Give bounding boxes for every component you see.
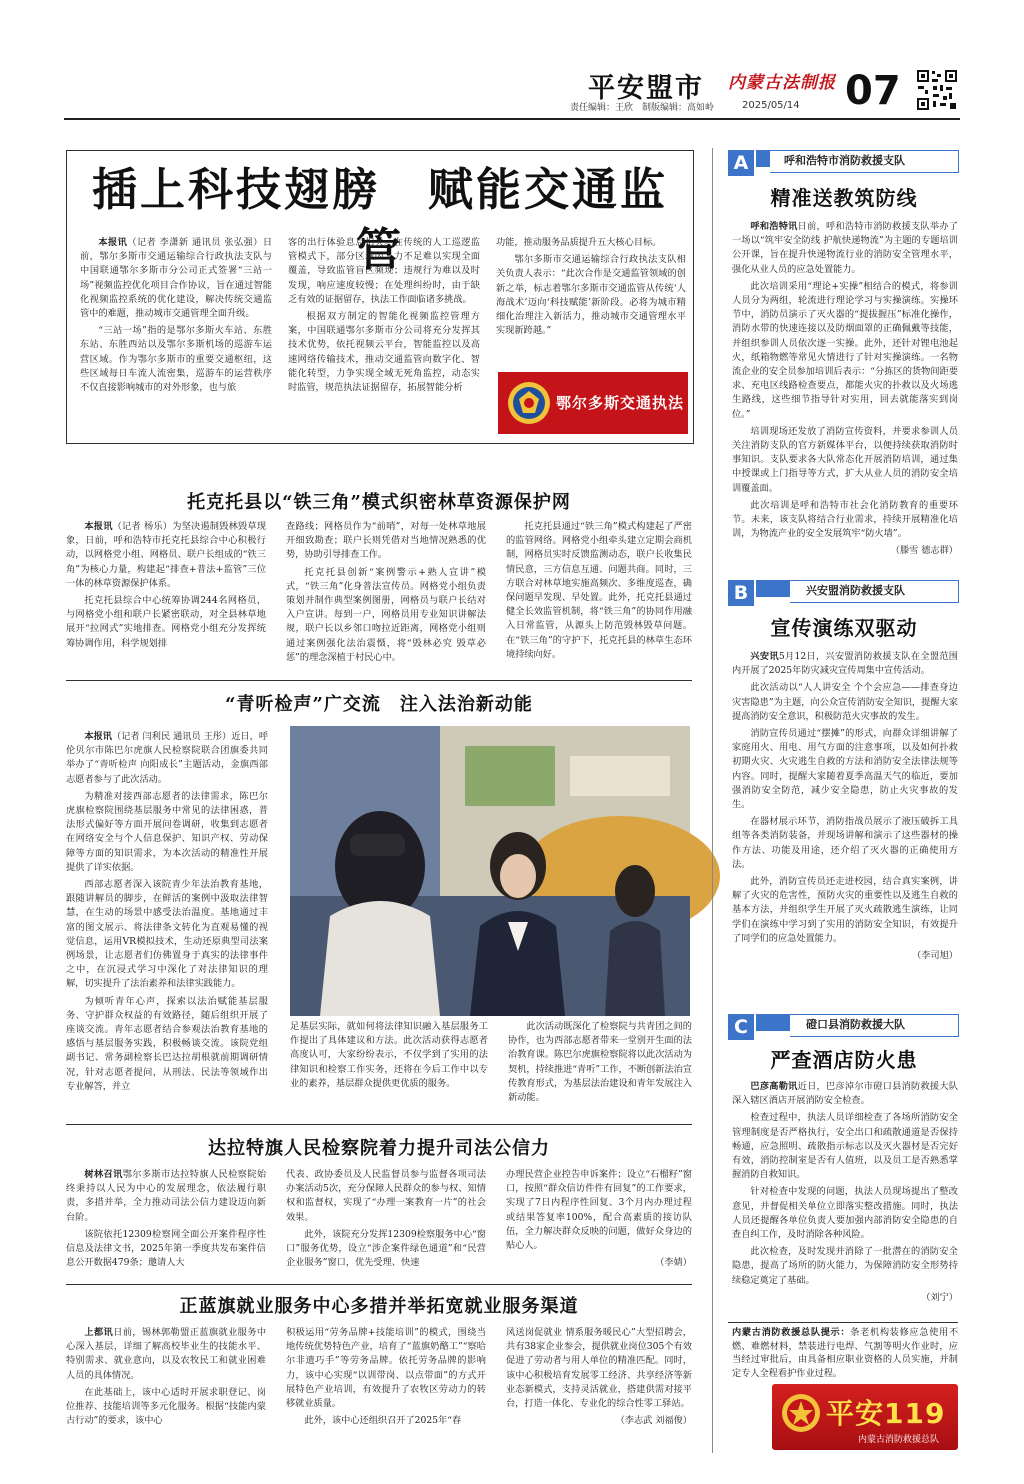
- article4-col-2: [286, 1168, 486, 1278]
- sidebar-byline: 呼和浩特讯: [750, 221, 798, 232]
- sidebar-author: （滕雪 德志群）: [890, 545, 958, 557]
- sidebar-paragraph: 针对检查中发现的问题，执法人员现场提出了整改意见，并督促相关单位立即落实整改措施。同时，执法人员还提醒各单位负责人要加强内部消防安全隐患的自查自纠工作，及时消除各种风险。: [732, 1186, 958, 1241]
- sidebar-item-body: [732, 1080, 958, 1320]
- article5-paragraph: 日前，锡林郭勒盟正蓝旗就业服务中心深入基层，详细了解高校毕业生的技能水平、特别需求、就业意向，以及农牧民工和就业困难人员的具体情况。: [66, 1327, 267, 1381]
- article2-col-3: [506, 520, 692, 670]
- paper-name: 内蒙古法制报: [728, 73, 836, 93]
- lead-col-3: [496, 236, 686, 356]
- sidebar-badge: A: [728, 150, 754, 176]
- editors-line: 责任编辑：王欣 制版编辑：高如岭: [570, 103, 715, 113]
- article4-paragraph: 该院依托12309检察网全面公开案件程序性信息及法律文书，2025年第一季度共发布案件信息公开数据479条；邀请人大: [66, 1228, 266, 1269]
- article2-paragraph: 查路线；网格员作为“前哨”，对每一处林草地展开细致勘查；联户长则凭借对当地情况熟悉的优势，协助引导排查工作。: [286, 521, 486, 561]
- lead-headline: 插上科技翅膀 赋能交通监管: [91, 163, 668, 276]
- sidebar-badge: C: [728, 1014, 754, 1040]
- article5-col-1: [66, 1326, 266, 1450]
- article5-headline: 正蓝旗就业服务中心多措并举拓宽就业服务渠道: [179, 1296, 579, 1317]
- sidebar-divider: [712, 148, 713, 1453]
- lead-byline: 本报讯: [98, 237, 128, 248]
- article3-paragraph: 西部志愿者深入该院青少年法治教育基地，跟随讲解员的脚步，在鲜活的案例中汲取法律智慧，在生动的场景中感受法治温度。基地通过丰富的图文展示、将法律条文转化为直观易懂的视觉信息，运用VR模拟技术，生动还原典型司法案例场景，让志愿者们仿佛置身于真实的法律事件之中，在沉浸式学习中深化了对法律知识的理解，切实提升了法治素养和法律实践能力。: [66, 879, 268, 990]
- sidebar-item-body: [732, 650, 958, 1010]
- sidebar-paragraph: 此次培训是呼和浩特市社会化消防教育的重要环节。未来，该支队将结合行业需求，持续开展精准化培训，为物流产业的安全发展筑牢“防火墙”。: [732, 499, 958, 540]
- sidebar-paragraph: 此次检查，及时发现并消除了一批潜在的消防安全隐患，提高了场所的防火能力，为保障消防安全形势持续稳定奠定了基础。: [732, 1246, 958, 1286]
- article5-author: （李志武 刘福俊）: [615, 1415, 692, 1427]
- article3-headline: “青听检声”广交流 注入法治新动能: [225, 694, 533, 715]
- traffic-enforcement-logo: [498, 372, 688, 434]
- sidebar-paragraph: 在器材展示环节，消防指战员展示了液压破拆工具组等各类消防装备，并现场讲解和演示了这些器材的操作方法、功能及用途，还介绍了灭火器的正确使用方法。: [732, 816, 958, 870]
- sidebar-byline: 兴安讯: [750, 651, 779, 662]
- article3-paragraph: 为精准对接西部志愿者的法律需求，陈巴尔虎旗检察院围绕基层服务中常见的法律困惑，普法形式偏好等方面开展问卷调研，收集到志愿者在网络安全与个人信息保护、知识产权、劳动保障等方面的知识需求，为本次活动的精准性开展提供了详实依据。: [66, 790, 268, 873]
- article3-col-3: [508, 1020, 692, 1120]
- sidebar-badge: B: [728, 580, 754, 606]
- lead-paragraph: 客的出行体验息息相关。在传统的人工巡逻监管模式下，部分区域因人力不足难以实现全面覆盖，导致监管盲区频现；违规行为难以及时发现，响应速度较慢；在处理纠纷时，由于缺乏有效的证据留存，执法工作面临诸多挑战。: [288, 237, 480, 305]
- sidebar-paragraph: 5月12日，兴安盟消防救援支队在全盟范围内开展了2025年防灾减灾宣传周集中宣传活动。: [732, 651, 958, 677]
- page-number: 07: [845, 68, 901, 114]
- article2-byline-note: （记者 杨乐）: [112, 521, 173, 532]
- traffic-enforcement-logo-text: 鄂尔多斯交通执法: [556, 394, 685, 412]
- sidebar-author: （刘宁）: [921, 1291, 958, 1303]
- article4-paragraph: 代表、政协委员及人民监督员参与监督各项司法办案活动5次，充分保障人民群众的参与权、知情权和监督权，实现了“办理一案教育一片”的社会效果。: [286, 1169, 486, 1223]
- article5-byline: 上都讯: [84, 1327, 114, 1338]
- sidebar-item-title: 精准送教筑防线: [770, 186, 918, 210]
- sidebar-paragraph: 培训现场还发放了消防宣传资料，并要求参训人员关注消防支队的官方新媒体平台，以便持续获取消防时事知识。支队要求各大队常态化开展消防培训，通过集中授课或上门指导等方式，扩大从业人员的消防安全培训覆盖面。: [732, 425, 958, 494]
- section-title: 平安盟市: [588, 73, 704, 104]
- qr-code-icon: [915, 68, 959, 112]
- sidebar-paragraph: 日前，呼和浩特市消防救援支队举办了一场以“筑牢安全防线 护航快递物流”为主题的专题培训公开课，旨在提升快递物流行业的消防安全管理水平，强化从业人员的应急处置能力。: [732, 221, 959, 275]
- article5-paragraph: 在此基础上，该中心适时开展求职登记、岗位推荐、技能培训等多元化服务。根据“技能内蒙古行动”的要求，该中心: [66, 1386, 266, 1427]
- lead-paragraph: 日前，鄂尔多斯市交通运输综合行政执法支队与中国联通鄂尔多斯市分公司正式签署“三站一场”视频监控优化项目合作协议，旨在通过智能化视频监控系统的优化建设，解决传统交通监管中的难题，推动城市交通管理全面升级。: [80, 237, 273, 320]
- sidebar-paragraph: 检查过程中，执法人员详细检查了各场所消防安全管理制度是否严格执行，安全出口和疏散通道是否保持畅通，应急照明、疏散指示标志以及灭火器材是否完好有效，消防控制室是否有人值班，以及员工是否熟悉掌握消防自救知识。: [732, 1112, 958, 1181]
- sidebar-item-body: [732, 220, 958, 580]
- lead-paragraph: 鄂尔多斯市交通运输综合行政执法支队相关负责人表示：“此次合作是交通监管领域的创新之举，标志着鄂尔多斯市交通监管从传统‘人海战术’迈向‘科技赋能’新阶段。必将为城市精细化治理注入新活力，推动城市交通管理水平实现新跨越。”: [496, 254, 686, 337]
- pingan-119-caption: 内蒙古消防救援总队: [858, 1435, 940, 1445]
- sidebar-item-title: 宣传演练双驱动: [770, 616, 918, 640]
- article2-paragraph: 为坚决遏制毁林毁草现象，日前，呼和浩特市托克托县综合中心积极行动，以网格党小组、网格员、联户长组成的“铁三角”为核心力量，构建起“排查+普法+监管”三位一体的林草资源保护体系。: [66, 521, 267, 589]
- lead-paragraph: 功能，推动服务品质提升五大核心目标。: [496, 237, 662, 248]
- article3-byline-note: （记者 闫利民 通讯员 王彤）: [112, 731, 232, 742]
- section-divider: [66, 1124, 692, 1125]
- issue-date: 2025/05/14: [742, 100, 800, 111]
- pingan-119-logo: [772, 1384, 958, 1450]
- lead-paragraph: 根据双方制定的智能化视频监控管理方案，中国联通鄂尔多斯市分公司将充分发挥其技术优势，依托视频云平台，智能监控以及高速网络传输技术，推动交通监管向数字化、智能化转型，力争实现全域无死角监控，动态实时监管，规范执法证据留存，拓展智能分析: [288, 311, 480, 394]
- article3-paragraph: 足基层实际，就如何将法律知识融入基层服务工作提出了具体建议和方法。此次活动获得志愿者高度认可，大家纷纷表示，不仅学到了实用的法律知识和检察工作实务，还将在今后工作中以专业的素养，基层群众提供更优质的服务。: [290, 1021, 488, 1089]
- article3-byline: 本报讯: [84, 731, 112, 742]
- article2-col-1: [66, 520, 266, 670]
- sidebar-unit-name: 兴安盟消防救援支队: [806, 584, 905, 597]
- article3-photo: [290, 726, 690, 1016]
- traffic-enforcement-emblem-icon: [506, 380, 552, 426]
- section-divider: [66, 1284, 692, 1285]
- article5-paragraph: 此外，该中心还组织召开了2025年“春: [304, 1415, 462, 1427]
- article4-author: （李婧）: [655, 1257, 692, 1269]
- sidebar-paragraph: 此外，消防宣传员还走进校园，结合真实案例，讲解了火灾的危害性，预防火灾的重要性以及逃生自救的基本方法，并组织学生开展了灭火疏散逃生演练，让同学们在演练中学习到了实用的消防安全知识，有效提升了同学们的应急处置能力。: [732, 876, 958, 944]
- sidebar-paragraph: 此次活动以“人人讲安全 个个会应急——排查身边灾害隐患”为主题，向公众宣传消防安全知识，提醒大家提高消防安全意识，积极防范火灾事故的发生。: [732, 682, 958, 722]
- sidebar-unit-name: 呼和浩特市消防救援支队: [784, 154, 905, 167]
- sidebar-byline: 巴彦高勒讯: [750, 1081, 798, 1092]
- sidebar-author: （李司旭）: [912, 950, 958, 962]
- article3-paragraph: 此次活动既深化了检察院与共青团之间的协作，也为西部志愿者带来一堂别开生面的法治教育课。陈巴尔虎旗检察院将以此次活动为契机，持续推进“青听”工作，不断创新法治宣传教育形式，为基层法治建设和青年发展注入新动能。: [508, 1021, 692, 1104]
- fire-rescue-emblem-icon: [780, 1392, 822, 1434]
- article3-paragraph: 为倾听青年心声，探索以法治赋能基层服务、守护群众权益的有效路径，随后组织开展了座谈交流。青年志愿者结合参观法治教育基地的感悟与基层服务实践，积极畅谈交流。该院党组副书记、常务副检察长巴达拉胡根就前期调研情况，针对志愿者提问，从刑法、民法等领域作出专业解答，并立: [66, 995, 268, 1092]
- reminder-text: 条老机构装修应急使用不燃、难燃材料，禁装进行电焊、气割等明火作业时，应当经过审批后，由具备相应职业资格的人员实施，并制定专人全程看护作业过程。: [732, 1327, 959, 1379]
- article2-paragraph: 托克托县综合中心统筹协调244名网格员，与网格党小组和联户长紧密联动，对全县林草地展开“拉网式”实地排查。网格党小组充分发挥统筹协调作用，科学规划排: [66, 595, 266, 649]
- article5-col-3: [506, 1326, 692, 1450]
- article4-col-1: [66, 1168, 266, 1278]
- article4-paragraph: 鄂尔多斯市达拉特旗人民检察院始终秉持以人民为中心的发展理念，依法履行职责，多措并举，全力推动司法公信力建设迈向新台阶。: [66, 1169, 267, 1223]
- article3-paragraph: 近日，呼伦贝尔市陈巴尔虎旗人民检察院联合团旗委共同举办了“青听检声 向阳成长”主题活动，金旗西部志愿者参与了此次活动。: [66, 731, 269, 785]
- article4-col-3: [506, 1168, 692, 1278]
- sidebar-paragraph: 此次培训采用“理论+实操”相结合的模式，将参训人员分为两组，轮流进行理论学习与实操演练。实操环节中，消防员演示了灭火器的“提拔握压”标准化操作，消防水带的快速连接以及防烟面罩的正确佩戴等技能，并组织参训人员依次逐一实操。此外，还针对锂电池起火，纸箱物燃等常见火情进行了针对实操演练。一名物流企业的安全员参加培训后表示：“分拣区的货物间距要求、充电区线路检查要点，都能火灾的扑救以及火场逃生路线，这些细节指导针对实用，回去就能落实到岗位。”: [732, 280, 958, 420]
- sidebar-paragraph: 近日，巴彦淖尔市磴口县消防救援大队深入辖区酒店开展消防安全检查。: [732, 1081, 959, 1107]
- article5-col-2: [286, 1326, 486, 1450]
- article2-byline: 本报讯: [84, 521, 113, 532]
- article2-headline: 托克托县以“铁三角”模式织密林草资源保护网: [187, 492, 571, 513]
- reminder-label: 内蒙古消防救援总队提示：: [732, 1327, 851, 1338]
- article5-paragraph: 积极运用“劳务品牌+技能培训”的模式，围绕当地传统优势特色产业，培育了“蓝旗奶酪工”“察哈尔非遗巧手”等劳务品牌。依托劳务品牌的影响力，该中心实现“以训带岗、以点带面”的方式开展特色产业培训，有效提升了农牧区劳动力的转移就业质量。: [286, 1327, 486, 1410]
- article4-byline: 树林召讯: [84, 1169, 123, 1180]
- article2-paragraph: 托克托县通过“铁三角”模式构建起了严密的监管网络。网格党小组牵头建立定期会商机制，网格员实时反馈监测动态，联户长收集民情民意，三方信息互通、问题共商。同时，三方联合对林草地实施高频次、多维度巡查，确保问题早发现、早处置。此外，托克托县通过健全长效监管机制，将“铁三角”的协同作用融入日常监管，从源头上防范毁林毁草问题。在“铁三角”的守护下，托克托县的林草生态环境持续向好。: [506, 521, 692, 660]
- pingan-119-text: 平安119: [826, 1397, 946, 1430]
- article2-col-2: [286, 520, 486, 670]
- lead-paragraph: “三站一场”指的是鄂尔多斯火车站、东胜东站、东胜西站以及鄂尔多斯机场的巡游车运营区域。作为鄂尔多斯市的重要交通枢纽，这些区域每日车流人流密集，巡游车的运营秩序不仅直接影响城市的对外形象，也与旅: [80, 325, 272, 394]
- lead-byline-note: （记者 李潇新 通讯员 张弘强）: [127, 237, 263, 248]
- article2-paragraph: 托克托县创新“案例警示+熟人宣讲”模式，“铁三角”化身普法宣传员。网格党小组负责策划并制作典型案例图册，网格员与联户长结对入户宣讲。每到一户，网格员用专业知识讲解法规，联户长以乡邻口吻拉近距离，网格党小组则通过案例强化法治震慑，将“毁林必究 毁草必惩”的理念深植于村民心中。: [286, 566, 486, 663]
- lead-col-1: [80, 236, 272, 436]
- masthead-rule: [64, 118, 960, 120]
- page-header: [0, 60, 1024, 120]
- sidebar-item-title: 严查酒店防火患: [770, 1048, 918, 1072]
- sidebar-paragraph: 消防宣传员通过“摆摊”的形式，向群众详细讲解了家庭用火、用电、用气方面的注意事项，以及如何扑救初期火灾、火灾逃生自救的方法和消防安全法律法规等内容。同时，提醒大家随着夏季高温天气的临近，要加强消防安全防范，减少安全隐患，防止火灾事故的发生。: [732, 728, 958, 811]
- article4-paragraph: 此外，该院充分发挥12309检察服务中心“窗口”服务优势，设立“涉企案件绿色通道”和“民营企业服务”窗口，优先受理、快速: [286, 1228, 486, 1269]
- article3-col-2: [290, 1020, 488, 1120]
- section-divider: [66, 680, 692, 681]
- article4-paragraph: 办理民营企业控告申诉案件；设立“石榴籽”窗口，按照“群众信访件件有回复”的工作要求，实现了7日内程序性回复、3个月内办理过程或结果答复率100%，配合高素质的接访队伍，全力解决群众反映的问题，做好众身边的贴心人。: [506, 1169, 692, 1252]
- lead-col-2: [288, 236, 480, 436]
- article4-headline: 达拉特旗人民检察院着力提升司法公信力: [208, 1138, 550, 1159]
- article5-paragraph: 风送岗促就业 情系服务暖民心”大型招聘会，共有38家企业参会，提供就业岗位305个有效促进了劳动者与用人单位的精准匹配。同时，该中心积极培育发展零工经济、共享经济等新业态新模式，支持灵活就业，搭建供需对接平台，打造一体化、专业化的综合性零工驿站。: [506, 1327, 692, 1410]
- sidebar-unit-name: 磴口县消防救援大队: [806, 1018, 905, 1031]
- sidebar-divider: [728, 1322, 958, 1323]
- fire-safety-reminder: [732, 1326, 958, 1380]
- article3-col-1: [66, 730, 269, 1092]
